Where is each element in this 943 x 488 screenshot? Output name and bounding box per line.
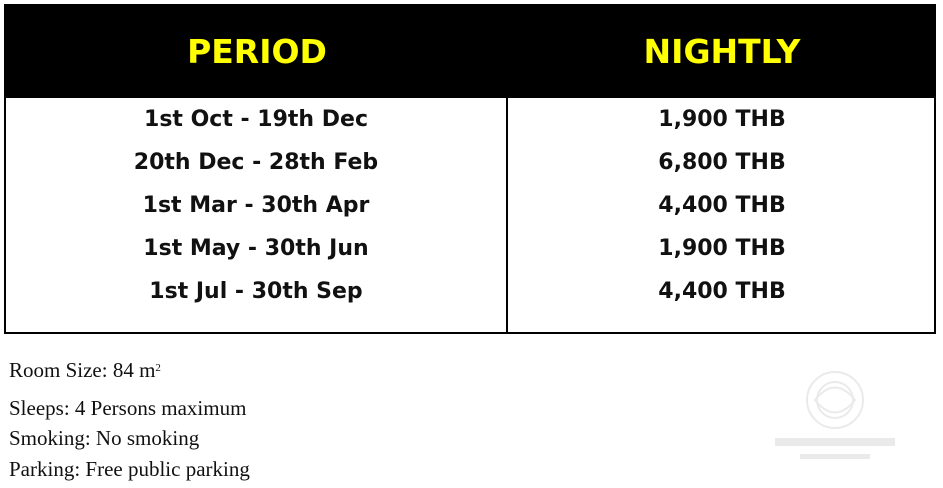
nightly-rate-cell: 4,400 THB bbox=[658, 193, 786, 218]
rate-table bbox=[4, 4, 936, 334]
period-cell: 20th Dec - 28th Feb bbox=[133, 150, 379, 175]
brand-logo-watermark-icon bbox=[760, 360, 910, 470]
table-header bbox=[6, 6, 934, 98]
period-cell: 1st Mar - 30th Apr bbox=[142, 193, 370, 218]
room-size-text: Room Size: 84 m bbox=[9, 358, 156, 382]
table-row bbox=[6, 141, 934, 184]
nightly-rate-cell: 1,900 THB bbox=[658, 236, 786, 261]
period-cell: 1st Jul - 30th Sep bbox=[149, 279, 363, 304]
table-row bbox=[6, 184, 934, 227]
sleeps-line: Sleeps: 4 Persons maximum bbox=[9, 396, 247, 420]
header-nightly: NIGHTLY bbox=[643, 32, 801, 71]
header-period: PERIOD bbox=[187, 32, 327, 71]
nightly-rate-cell: 1,900 THB bbox=[658, 107, 786, 132]
table-row bbox=[6, 227, 934, 270]
table-row bbox=[6, 270, 934, 313]
room-size-superscript: 2 bbox=[155, 362, 161, 374]
room-size-line bbox=[9, 357, 161, 383]
nightly-rate-cell: 4,400 THB bbox=[658, 279, 786, 304]
parking-line: Parking: Free public parking bbox=[9, 457, 250, 481]
period-cell: 1st May - 30th Jun bbox=[143, 236, 369, 261]
period-cell: 1st Oct - 19th Dec bbox=[144, 107, 368, 132]
table-row bbox=[6, 98, 934, 141]
smoking-line: Smoking: No smoking bbox=[9, 426, 200, 450]
nightly-rate-cell: 6,800 THB bbox=[658, 150, 786, 175]
